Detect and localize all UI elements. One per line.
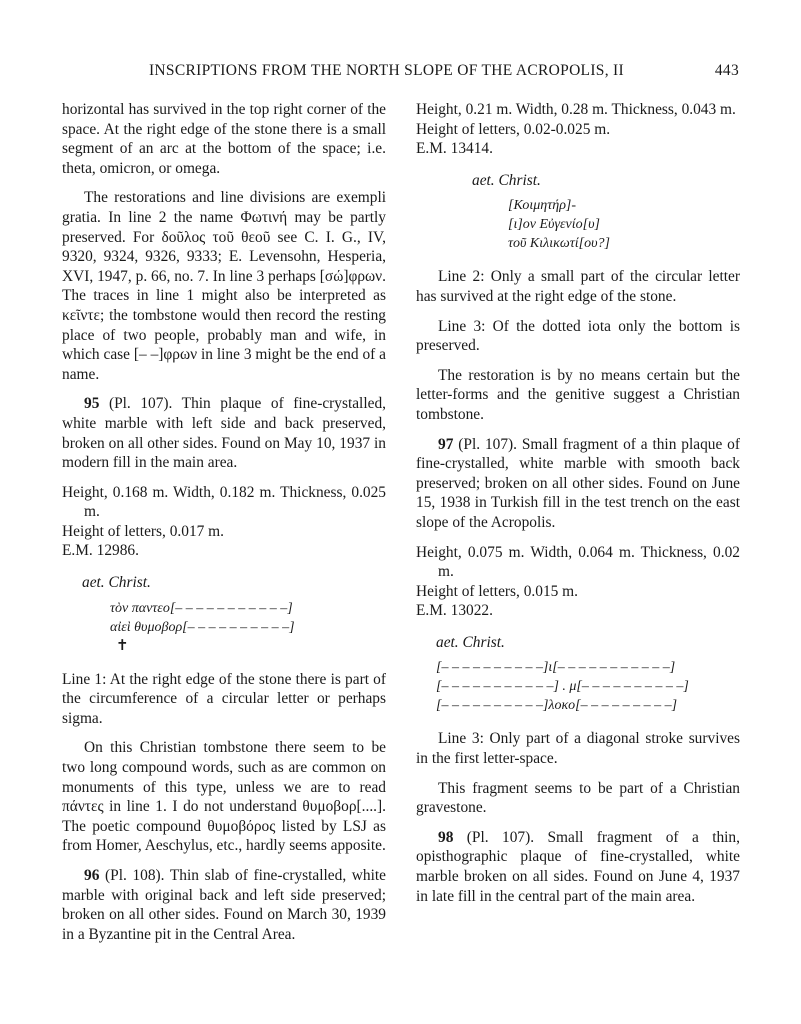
entry-96-description (62, 866, 386, 944)
inscription-96 (508, 196, 740, 253)
entry-97-description (416, 435, 740, 533)
inscription-line: [– – – – – – – – – –]λοκο[– – – – – – – – –] (436, 698, 678, 714)
commentary: Line 3: Only part of a diagonal stroke survives in the first letter-space. (416, 730, 740, 768)
page-number: 443 (714, 62, 739, 79)
entry-97-measurements (416, 543, 740, 621)
inscription-97 (436, 658, 740, 715)
inscription-line: τὸν παντεο[– – – – – – – – – – –] (110, 600, 293, 616)
commentary: Line 2: Only a small part of the circular letter has survived at the right edge of the stone. (416, 268, 740, 305)
inscription-line: [ι]ον Εὐγενίο[υ] (508, 217, 600, 233)
letter-height: Height of letters, 0.015 m. (416, 582, 578, 600)
dimensions: Height, 0.21 m. Width, 0.28 m. Thickness, 0.043 m. (416, 101, 736, 118)
running-title: INSCRIPTIONS FROM THE NORTH SLOPE OF THE ACROPOLIS, II (148, 62, 624, 79)
entry-96-measurements (416, 100, 740, 159)
paragraph-restorations: The restorations and line divisions are exempli gratia. In line 2 the name Φωτινή may be partly preserved. For δοῦλος τοῦ θεοῦ see C. I. G., IV, 9320, 9324, 9326, 9333; E. Levensohn, Hesperia, XVI, 1947, p. 66, no. 7. In line 3 perhaps [σώ]φρων. The traces in line 1 might also be interpreted as κεῖντε; the tombstone would then record the resting place of two people, probably man and wife, in which case [– –]φρων in line 3 might be the end of a name. (62, 189, 386, 383)
running-header (62, 62, 739, 86)
entry-text: (Pl. 107). Thin plaque of fine-crystalled, white marble with left side and back preserved, broken on all other sides. Found on May 10, 1937 in modern fill in the main area. (62, 395, 386, 472)
right-column (416, 100, 740, 916)
entry-text: (Pl. 108). Thin slab of fine-crystalled, white marble with original back and left side preserved; broken on all other sides. Found on March 30, 1939 in a Byzantine pit in the Central Area. (62, 867, 386, 943)
entry-text: (Pl. 107). Small fragment of a thin, opisthographic plaque of fine-crystalled, white marble broken on all sides. Found on June 4, 1937 in late fill in the central part of the main area. (416, 828, 740, 905)
commentary: This fragment seems to be part of a Christian gravestone. (416, 779, 740, 817)
museum-number: E.M. 13414. (416, 140, 493, 158)
museum-number: E.M. 13022. (416, 602, 493, 620)
dimensions: Height, 0.075 m. Width, 0.064 m. Thickness, 0.02 m. (416, 543, 740, 581)
cross-symbol: ✝ (116, 637, 129, 654)
entry-number: 98 (438, 828, 454, 846)
commentary: Line 3: Of the dotted iota only the bottom is preserved. (416, 317, 740, 355)
museum-number: E.M. 12986. (62, 542, 139, 560)
inscription-line: [– – – – – – – – – –]ι[– – – – – – – – – – –] (436, 660, 676, 676)
entry-text: (Pl. 107). Small fragment of a thin plaque of fine-crystalled, white marble with smooth back preserved; broken on all other sides. Found on June 15, 1938 in Turkish fill in the test trench on the east slope of the Acropolis. (416, 435, 740, 531)
commentary: The restoration is by no means certain but the letter-forms and the genitive suggest a Christian tombstone. (416, 366, 740, 423)
date-label: aet. Christ. (472, 171, 541, 189)
letter-height: Height of letters, 0.02-0.025 m. (416, 120, 611, 138)
date-label: aet. Christ. (436, 633, 505, 651)
left-column (62, 100, 386, 954)
entry-95-description (62, 394, 386, 472)
entry-95-measurements (62, 483, 386, 561)
entry-98-description (416, 828, 740, 906)
inscription-line: [– – – – – – – – – – –] . μ[– – – – – – – – – –] (436, 679, 689, 695)
entry-number: 97 (438, 435, 454, 453)
commentary: On this Christian tombstone there seem to be two long compound words, such as are common on monuments of this type, unless we are to read πάντες in line 1. I do not understand θυμοβορ[....]. The poetic compound θυμοβόρος listed by LSJ as from Homer, Aeschylus, etc., hardly seems apposite. (62, 739, 386, 855)
inscription-line: τοῦ Κιλικωτί[ου?] (508, 236, 610, 252)
commentary: Line 1: At the right edge of the stone there is part of the circumference of a circular letter or perhaps sigma. (62, 670, 386, 727)
dimensions: Height, 0.168 m. Width, 0.182 m. Thickness, 0.025 m. (62, 483, 386, 521)
letter-height: Height of letters, 0.017 m. (62, 522, 224, 540)
inscription-95 (110, 599, 386, 656)
entry-number: 95 (84, 395, 100, 413)
inscription-line: αἰεὶ θυμοβορ[– – – – – – – – – –] (110, 619, 295, 635)
paragraph-continuation: horizontal has survived in the top right corner of the space. At the right edge of the stone there is a small segment of an arc at the bottom of the space; i.e. theta, omicron, or omega. (62, 101, 386, 177)
inscription-line: [Κοιμητήρ]- (508, 198, 577, 214)
date-label: aet. Christ. (82, 574, 151, 592)
entry-number: 96 (84, 867, 100, 884)
